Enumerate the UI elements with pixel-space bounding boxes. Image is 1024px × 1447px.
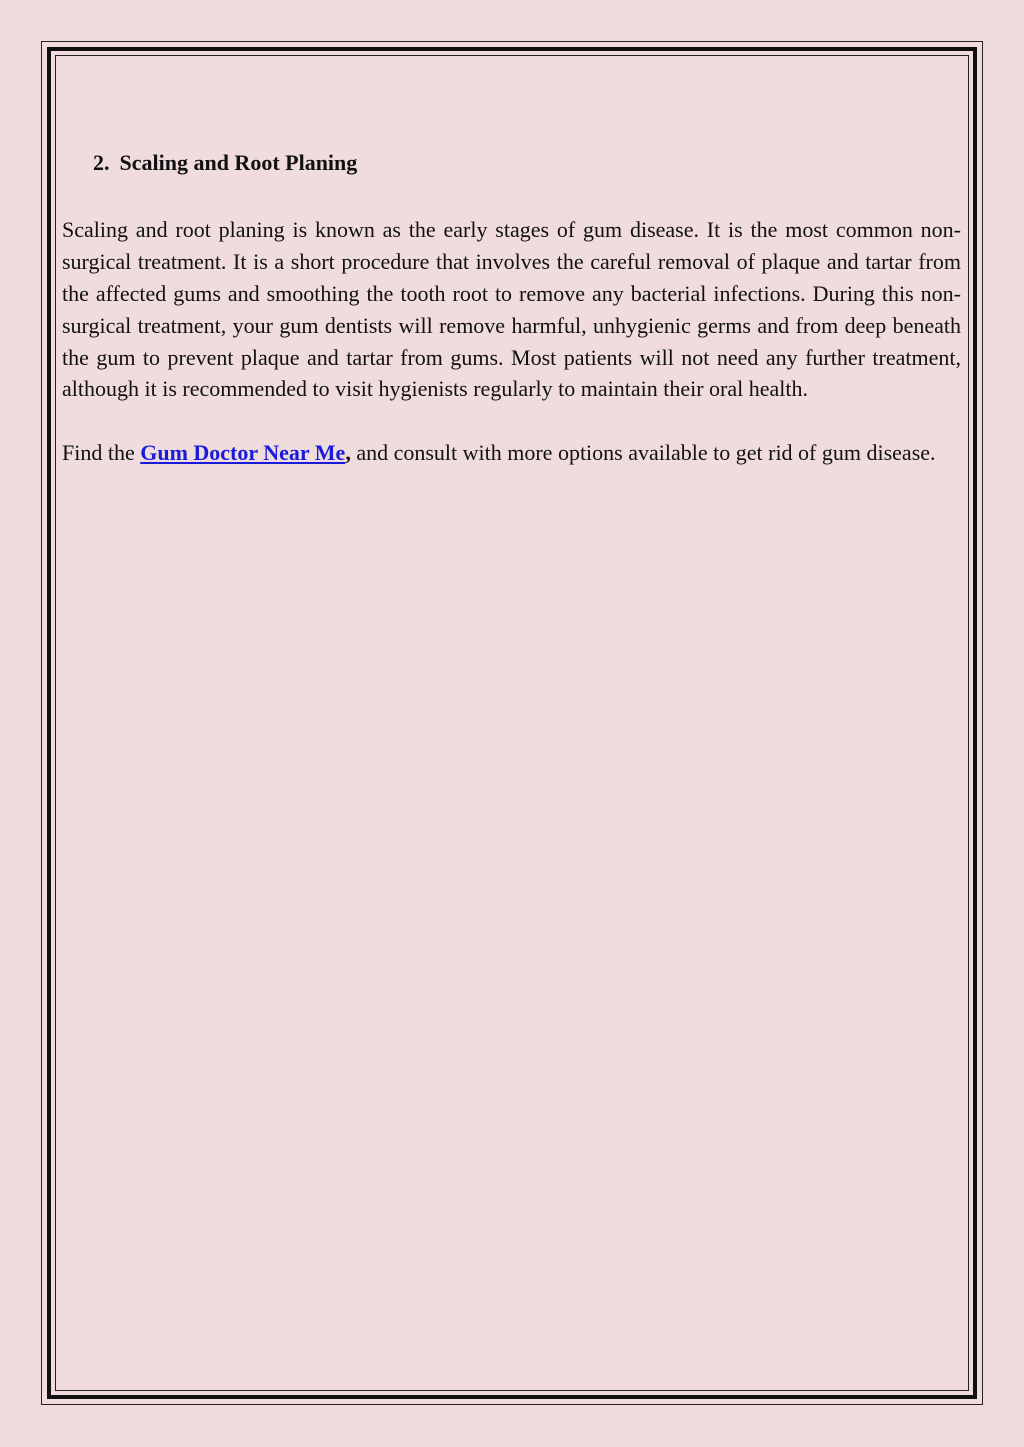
document-content	[62, 150, 961, 469]
gum-doctor-link[interactable]: Gum Doctor Near Me	[140, 440, 346, 466]
paragraph-text-before: Find the	[62, 440, 141, 466]
link-comma: ,	[345, 440, 351, 466]
paragraph-find-doctor	[62, 437, 961, 469]
section-number: 2.	[93, 150, 110, 175]
paragraph-text-after: and consult with more options available to get rid of gum disease.	[350, 440, 936, 466]
section-title: Scaling and Root Planing	[119, 150, 358, 175]
paragraph-scaling-description: Scaling and root planing is known as the early stages of gum disease. It is the most common non-surgical treatment. It is a short procedure that involves the careful removal of plaque and tartar from the affected gums and smoothing the tooth root to remove any bacterial infections. During this non-surgical treatment, your gum dentists will remove harmful, unhygienic germs and from deep beneath the gum to prevent plaque and tartar from gums. Most patients will not need any further treatment, although it is recommended to visit hygienists regularly to maintain their oral health.	[62, 217, 961, 402]
section-heading	[93, 150, 961, 176]
